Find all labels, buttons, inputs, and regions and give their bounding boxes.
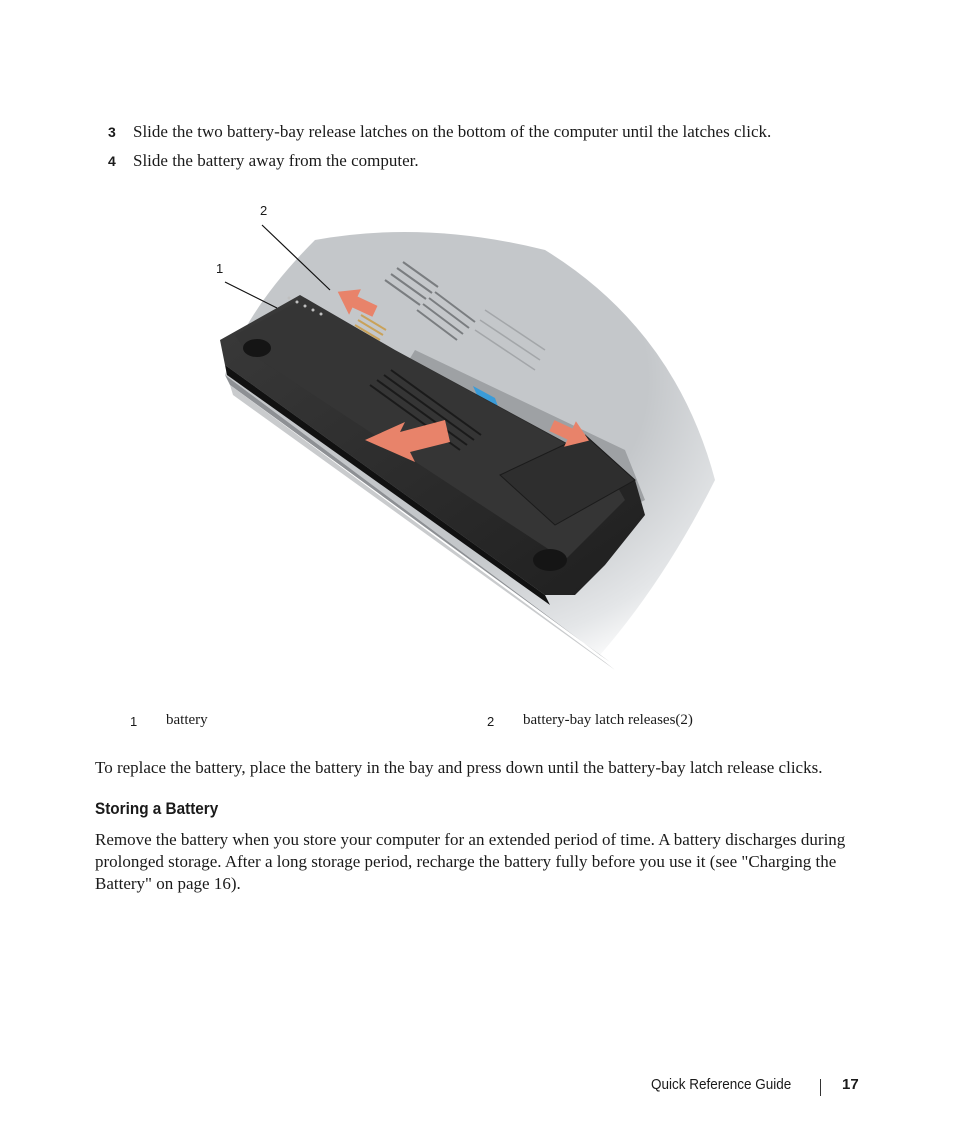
legend-number: 2 [487,714,495,729]
legend-label: battery-bay latch releases(2) [523,712,693,728]
callout-1-number: 1 [216,261,224,276]
step-number: 4 [108,153,116,169]
storing-battery-paragraph: Remove the battery when you store your computer for an extended period of time. A battery discharges during prolonged storage. After a long storage period, recharge the battery fully before you use it (see "Charging the Battery" on page 16). [95,830,846,893]
replace-battery-paragraph: To replace the battery, place the battery in the bay and press down until the battery-bay latch release clicks. [95,758,823,777]
battery-removal-illustration [205,200,725,670]
step-4 [108,150,419,172]
footer-separator [820,1079,821,1096]
step-text: Slide the two battery-bay release latches on the bottom of the computer until the latches click. [133,122,772,141]
section-heading: Storing a Battery [95,799,219,818]
battery-foot [533,549,567,571]
step-text: Slide the battery away from the computer. [133,151,419,170]
step-number: 3 [108,124,116,140]
battery-foot [243,339,271,357]
page-number: 17 [842,1076,859,1093]
step-3 [108,121,771,143]
legend-number: 1 [130,714,138,729]
callout-2-number: 2 [260,203,268,218]
footer-guide-title: Quick Reference Guide [651,1076,792,1093]
legend-label: battery [166,712,208,728]
